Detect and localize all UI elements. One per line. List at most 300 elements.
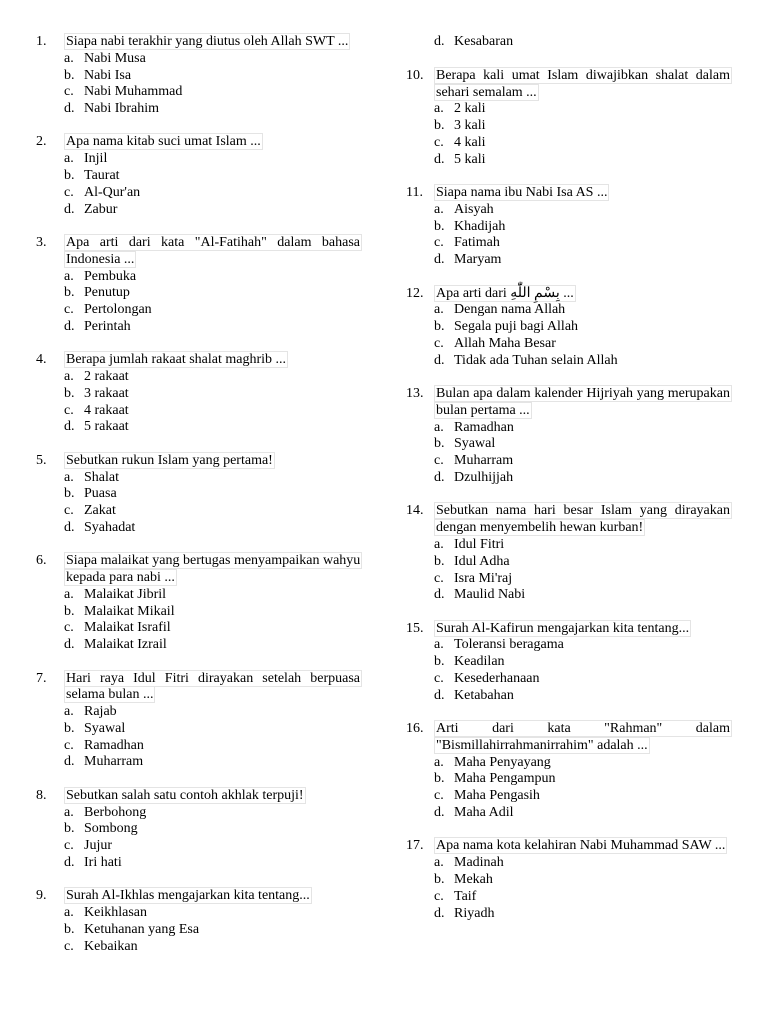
question-text: Apa nama kitab suci umat Islam ...	[66, 134, 261, 150]
option-text: Nabi Muhammad	[84, 84, 183, 100]
question-text: Sebutkan rukun Islam yang pertama!	[66, 452, 273, 468]
option-letter: a.	[64, 268, 74, 284]
question-text-wrap	[64, 671, 362, 705]
question-9-option-c	[64, 939, 362, 956]
option-letter: a.	[64, 50, 74, 66]
question-number: 10.	[406, 67, 424, 83]
question-4-option-c	[64, 403, 362, 420]
option-letter: c.	[434, 235, 444, 251]
question-number: 16.	[406, 721, 424, 737]
question-5-option-d	[64, 520, 362, 537]
option-text: 2 rakaat	[84, 369, 129, 385]
option-letter: d.	[434, 587, 445, 603]
option-letter: a.	[64, 804, 74, 820]
option-text: Keikhlasan	[84, 905, 147, 921]
option-list	[36, 269, 362, 336]
option-letter: c.	[64, 838, 74, 854]
option-letter: a.	[64, 369, 74, 385]
option-letter: b.	[64, 67, 75, 83]
question-number: 8.	[36, 787, 47, 803]
question-6-option-c	[64, 620, 362, 637]
question-16-option-c	[434, 788, 732, 805]
question-text: Arti dari kata "Rahman" dalam "Bismillahirrahmanirrahim" adalah ...	[436, 721, 730, 753]
option-text: Idul Adha	[454, 553, 510, 569]
question-14-option-c	[434, 571, 732, 588]
option-letter: d.	[64, 754, 75, 770]
question-2	[36, 134, 362, 218]
option-letter: a.	[64, 469, 74, 485]
question-11-option-d	[434, 252, 732, 269]
question-text-wrap	[64, 352, 362, 369]
option-text: Penutup	[84, 285, 130, 301]
question-stem	[36, 34, 362, 51]
option-letter: a.	[434, 101, 444, 117]
option-text: Ramadhan	[454, 419, 514, 435]
option-text: Isra Mi'raj	[454, 570, 513, 586]
option-letter: c.	[64, 737, 74, 753]
question-3	[36, 235, 362, 336]
question-text: Bulan apa dalam kalender Hijriyah yang merupakan bulan pertama ...	[436, 386, 730, 418]
option-text: Ramadhan	[84, 737, 144, 753]
question-number: 17.	[406, 838, 424, 854]
option-text: Maryam	[454, 252, 502, 268]
question-stem	[406, 838, 732, 855]
question-5	[36, 453, 362, 537]
option-list	[406, 537, 732, 604]
question-stem	[36, 553, 362, 587]
option-letter: c.	[434, 134, 444, 150]
question-13-option-a	[434, 420, 732, 437]
question-11-option-b	[434, 219, 732, 236]
question-6	[36, 553, 362, 654]
option-letter: a.	[64, 586, 74, 602]
question-text: Berapa jumlah rakaat shalat maghrib ...	[66, 352, 287, 368]
question-8-option-d	[64, 855, 362, 872]
right-column	[406, 34, 732, 939]
option-letter: d.	[64, 201, 75, 217]
question-10-option-c	[434, 135, 732, 152]
question-text-wrap	[434, 503, 732, 537]
question-11-option-c	[434, 235, 732, 252]
carryover-option-list	[406, 34, 732, 51]
option-text: Shalat	[84, 469, 119, 485]
question-text-wrap	[64, 235, 362, 269]
question-1-option-b	[64, 68, 362, 85]
option-list	[406, 302, 732, 369]
option-text: Ketabahan	[454, 687, 514, 703]
option-letter: a.	[434, 637, 444, 653]
question-stem	[36, 671, 362, 705]
option-text: Allah Maha Besar	[454, 335, 556, 351]
question-text: Sebutkan salah satu contoh akhlak terpuji!	[66, 787, 304, 803]
option-list	[36, 470, 362, 537]
question-13	[406, 386, 732, 487]
question-7	[36, 671, 362, 772]
question-4-option-a	[64, 369, 362, 386]
option-text: Maha Penyayang	[454, 754, 551, 770]
question-stem	[36, 134, 362, 151]
option-letter: d.	[64, 101, 75, 117]
question-12	[406, 286, 732, 370]
option-letter: d.	[64, 519, 75, 535]
question-12-option-a	[434, 302, 732, 319]
option-letter: b.	[64, 720, 75, 736]
question-number: 5.	[36, 452, 47, 468]
option-letter: b.	[434, 319, 445, 335]
question-15-option-d	[434, 688, 732, 705]
option-letter: d.	[434, 252, 445, 268]
option-letter: a.	[434, 754, 444, 770]
option-letter: c.	[64, 938, 74, 954]
question-13-option-d	[434, 470, 732, 487]
question-7-option-c	[64, 738, 362, 755]
question-8-option-b	[64, 821, 362, 838]
option-list	[406, 755, 732, 822]
question-stem	[36, 235, 362, 269]
question-text-wrap	[64, 553, 362, 587]
question-stem	[406, 621, 732, 638]
question-number: 7.	[36, 670, 47, 686]
option-letter: a.	[64, 905, 74, 921]
question-9-option-b	[64, 922, 362, 939]
question-15-option-a	[434, 637, 732, 654]
question-13-option-c	[434, 453, 732, 470]
option-text: Aisyah	[454, 201, 494, 217]
question-10	[406, 68, 732, 169]
option-text: Syawal	[84, 720, 126, 736]
option-text: Maha Pengasih	[454, 788, 540, 804]
question-3-option-d	[64, 319, 362, 336]
option-list	[36, 905, 362, 955]
question-stem	[406, 185, 732, 202]
question-14-option-b	[434, 554, 732, 571]
option-letter: c.	[434, 335, 444, 351]
option-list	[406, 855, 732, 922]
option-text: 4 kali	[454, 134, 486, 150]
question-17-option-b	[434, 872, 732, 889]
option-text: Keadilan	[454, 654, 505, 670]
option-letter: c.	[434, 453, 444, 469]
question-number: 4.	[36, 352, 47, 368]
option-text: Maha Pengampun	[454, 771, 556, 787]
question-5-option-a	[64, 470, 362, 487]
option-text: Berbohong	[84, 804, 147, 820]
question-text-wrap	[64, 788, 362, 805]
question-number: 2.	[36, 134, 47, 150]
question-text-wrap	[64, 134, 362, 151]
question-8-option-a	[64, 805, 362, 822]
question-stem	[36, 788, 362, 805]
option-list	[406, 637, 732, 704]
question-7-option-b	[64, 721, 362, 738]
option-text: Toleransi beragama	[454, 637, 564, 653]
option-letter: c.	[64, 302, 74, 318]
question-17-option-d	[434, 906, 732, 923]
option-text: Pertolongan	[84, 302, 152, 318]
question-number: 6.	[36, 553, 47, 569]
option-text: Injil	[84, 151, 108, 167]
question-1-option-c	[64, 84, 362, 101]
option-letter: b.	[64, 168, 75, 184]
question-1-option-a	[64, 51, 362, 68]
option-text: Puasa	[84, 486, 117, 502]
question-number: 9.	[36, 888, 47, 904]
option-text: Dengan nama Allah	[454, 302, 566, 318]
question-text: Siapa nama ibu Nabi Isa AS ...	[436, 185, 608, 201]
option-text: Idul Fitri	[454, 536, 505, 552]
option-text: Dzulhijjah	[454, 470, 514, 486]
option-letter: c.	[64, 620, 74, 636]
option-letter: c.	[64, 84, 74, 100]
question-text: Hari raya Idul Fitri dirayakan setelah berpuasa selama bulan ...	[66, 670, 360, 703]
option-letter: c.	[64, 503, 74, 519]
question-1	[36, 34, 362, 118]
option-letter: b.	[64, 385, 75, 401]
question-text-wrap	[434, 721, 732, 755]
option-list	[36, 587, 362, 654]
question-3-option-c	[64, 302, 362, 319]
option-text: Al-Qur'an	[84, 184, 141, 200]
option-text: 3 rakaat	[84, 385, 129, 401]
option-letter: d.	[64, 854, 75, 870]
question-6-option-d	[64, 637, 362, 654]
question-12-option-b	[434, 319, 732, 336]
option-letter: a.	[434, 201, 444, 217]
question-12-option-d	[434, 353, 732, 370]
option-letter: d.	[434, 352, 445, 368]
question-9	[36, 888, 362, 955]
question-16	[406, 721, 732, 822]
question-stem	[406, 503, 732, 537]
option-letter: c.	[434, 888, 444, 904]
question-text: Apa arti dari kata "Al-Fatihah" dalam bahasa Indonesia ...	[66, 234, 360, 267]
question-number: 15.	[406, 620, 424, 636]
option-list	[406, 420, 732, 487]
question-10-option-b	[434, 118, 732, 135]
option-text: Malaikat Izrail	[84, 637, 167, 653]
option-letter: b.	[434, 118, 445, 134]
option-letter: b.	[434, 218, 445, 234]
option-letter: a.	[434, 536, 444, 552]
question-17-option-a	[434, 855, 732, 872]
option-text: Ketuhanan yang Esa	[84, 921, 200, 937]
option-letter: c.	[434, 788, 444, 804]
option-text: Sombong	[84, 821, 138, 837]
question-8	[36, 788, 362, 872]
left-column	[36, 34, 362, 972]
question-number: 13.	[406, 386, 424, 402]
option-text: Jujur	[84, 838, 112, 854]
question-number: 1.	[36, 34, 47, 49]
option-text: Syahadat	[84, 519, 136, 535]
option-text: Khadijah	[454, 218, 506, 234]
question-1-option-d	[64, 101, 362, 118]
question-text: Sebutkan nama hari besar Islam yang dirayakan dengan menyembelih hewan kurban!	[436, 503, 730, 536]
question-text: Siapa nabi terakhir yang diutus oleh Allah SWT ...	[66, 34, 349, 49]
question-2-option-c	[64, 185, 362, 202]
question-11	[406, 185, 732, 269]
option-text: 3 kali	[454, 118, 486, 134]
question-12-option-c	[434, 336, 732, 353]
option-letter: d.	[434, 151, 445, 167]
question-14-option-a	[434, 537, 732, 554]
question-4	[36, 352, 362, 436]
option-text: Maha Adil	[454, 805, 514, 821]
question-15-option-b	[434, 654, 732, 671]
option-letter: c.	[64, 184, 74, 200]
question-10-option-d	[434, 152, 732, 169]
question-number: 14.	[406, 503, 424, 519]
option-text: Zakat	[84, 503, 116, 519]
question-text: Apa arti dari بِسْمِ اللّٰهِ ...	[436, 285, 574, 301]
question-7-option-d	[64, 754, 362, 771]
question-stem	[406, 68, 732, 102]
question-9-option-d	[434, 34, 732, 51]
question-4-option-b	[64, 386, 362, 403]
question-5-option-c	[64, 503, 362, 520]
option-text: 5 kali	[454, 151, 486, 167]
question-number: 12.	[406, 285, 424, 301]
option-letter: b.	[64, 603, 75, 619]
question-stem	[36, 888, 362, 905]
option-letter: a.	[434, 419, 444, 435]
question-stem	[36, 453, 362, 470]
question-3-option-a	[64, 269, 362, 286]
question-text: Siapa malaikat yang bertugas menyampaikan wahyu kepada para nabi ...	[66, 553, 361, 586]
question-8-option-c	[64, 838, 362, 855]
option-letter: a.	[434, 855, 444, 871]
question-14	[406, 503, 732, 604]
option-text: 2 kali	[454, 101, 486, 117]
option-text: Nabi Isa	[84, 67, 132, 83]
question-14-option-d	[434, 587, 732, 604]
question-16-option-d	[434, 805, 732, 822]
question-stem	[36, 352, 362, 369]
question-15	[406, 621, 732, 705]
question-13-option-b	[434, 436, 732, 453]
option-list	[36, 805, 362, 872]
option-letter: d.	[64, 637, 75, 653]
option-letter: d.	[64, 419, 75, 435]
option-letter: b.	[64, 486, 75, 502]
option-text: Taif	[454, 888, 477, 904]
option-text: Zabur	[84, 201, 118, 217]
question-7-option-a	[64, 704, 362, 721]
option-letter: b.	[434, 771, 445, 787]
option-text: 5 rakaat	[84, 419, 129, 435]
question-16-option-b	[434, 771, 732, 788]
option-text: Perintah	[84, 318, 131, 334]
option-text: Fatimah	[454, 235, 500, 251]
question-9-option-a	[64, 905, 362, 922]
question-text-wrap	[434, 185, 732, 202]
option-text: Kesabaran	[454, 34, 514, 49]
question-17-option-c	[434, 889, 732, 906]
question-text-wrap	[64, 34, 362, 51]
question-number: 3.	[36, 234, 47, 250]
option-text: Nabi Musa	[84, 50, 146, 66]
option-text: Iri hati	[84, 854, 122, 870]
option-text: Kebaikan	[84, 938, 138, 954]
option-text: Syawal	[454, 436, 496, 452]
question-5-option-b	[64, 486, 362, 503]
question-6-option-a	[64, 587, 362, 604]
question-text-wrap	[64, 888, 362, 905]
option-letter: d.	[434, 470, 445, 486]
option-text: Pembuka	[84, 268, 137, 284]
question-text-wrap	[434, 68, 732, 102]
question-2-option-a	[64, 151, 362, 168]
question-stem	[406, 286, 732, 303]
option-text: Maulid Nabi	[454, 587, 526, 603]
option-text: Muharram	[454, 453, 514, 469]
option-text: Nabi Ibrahim	[84, 101, 160, 117]
option-text: Malaikat Jibril	[84, 586, 167, 602]
option-list	[406, 202, 732, 269]
option-text: Kesederhanaan	[454, 671, 540, 686]
question-text: Surah Al-Kafirun mengajarkan kita tentang...	[436, 620, 690, 636]
question-text-wrap	[434, 286, 732, 303]
question-2-option-d	[64, 202, 362, 219]
option-letter: c.	[434, 570, 444, 586]
option-letter: d.	[434, 687, 445, 703]
question-10-option-a	[434, 101, 732, 118]
option-letter: b.	[434, 436, 445, 452]
option-letter: b.	[64, 921, 75, 937]
question-4-option-d	[64, 419, 362, 436]
option-text: Madinah	[454, 855, 504, 871]
option-text: 4 rakaat	[84, 402, 129, 418]
option-text: Segala puji bagi Allah	[454, 319, 579, 335]
question-11-option-a	[434, 202, 732, 219]
option-letter: b.	[64, 821, 75, 837]
option-list	[36, 369, 362, 436]
question-17	[406, 838, 732, 922]
option-letter: b.	[434, 553, 445, 569]
option-text: Riyadh	[454, 905, 495, 921]
option-letter: c.	[434, 671, 444, 686]
option-list	[36, 704, 362, 771]
question-text-wrap	[434, 838, 732, 855]
question-16-option-a	[434, 755, 732, 772]
option-text: Malaikat Israfil	[84, 620, 171, 636]
question-2-option-b	[64, 168, 362, 185]
option-letter: b.	[64, 285, 75, 301]
question-text: Surah Al-Ikhlas mengajarkan kita tentang...	[66, 888, 310, 904]
option-letter: a.	[64, 704, 74, 720]
question-text: Berapa kali umat Islam diwajibkan shalat dalam sehari semalam ...	[436, 67, 730, 100]
option-text: Muharram	[84, 754, 144, 770]
option-letter: d.	[434, 34, 445, 49]
question-number: 11.	[406, 185, 423, 201]
option-letter: a.	[64, 151, 74, 167]
option-text: Mekah	[454, 871, 493, 887]
option-list	[406, 101, 732, 168]
option-letter: d.	[434, 805, 445, 821]
option-text: Rajab	[84, 704, 117, 720]
option-letter: c.	[64, 402, 74, 418]
option-letter: d.	[64, 318, 75, 334]
question-text: Apa nama kota kelahiran Nabi Muhammad SAW ...	[436, 838, 726, 854]
question-text-wrap	[64, 453, 362, 470]
option-letter: b.	[434, 871, 445, 887]
option-list	[36, 51, 362, 118]
option-text: Malaikat Mikail	[84, 603, 175, 619]
option-letter: b.	[434, 654, 445, 670]
question-15-option-c	[434, 671, 732, 688]
option-text: Taurat	[84, 168, 120, 184]
question-6-option-b	[64, 604, 362, 621]
